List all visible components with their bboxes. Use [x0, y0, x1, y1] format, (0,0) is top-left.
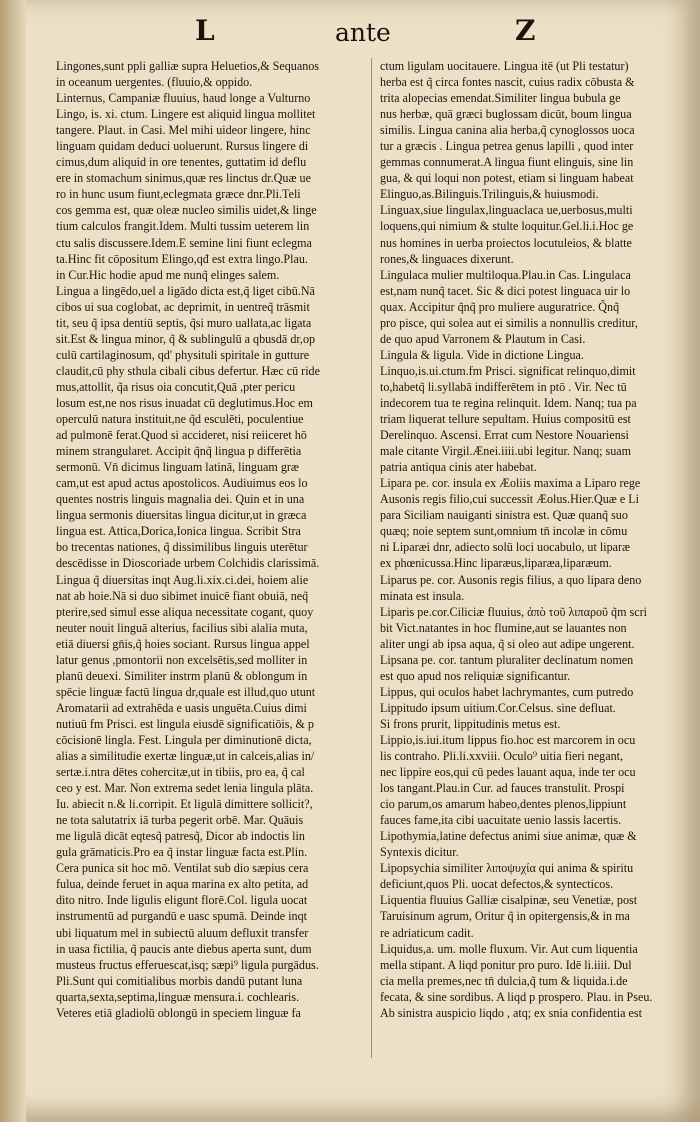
text-line: herba est q̃ circa fontes nascit, cuius radix cōbusta & [380, 75, 635, 90]
text-line: gula grāmaticis.Pro ea q̃ instar linguæ facta est.Plin. [56, 845, 308, 860]
text-line: Derelinquo. Ascensi. Errat cum Nestore Nouariensi [380, 428, 629, 443]
text-line: male citante Virgil.Ænei.iiii.ubi legitur. Nanq; suam [380, 444, 632, 459]
text-line: fauces fame,ita cibi uacuitate uenio lassis lacertis. [380, 813, 622, 828]
text-line: ubi liquatum mel in subiectū aluum defluxit transfer [56, 925, 309, 940]
text-line: Lingo, is. xi. ctum. Lingere est aliquid lingua mollitet [56, 107, 316, 122]
text-line: Taruisinum agrum, Oritur q̃ in opitergensis,& in ma [380, 909, 630, 924]
text-line: quentes nostris linguis magnalia dei. Quin et in una [56, 492, 305, 507]
text-line: Lipopsychia similiter λιποψυχία qui anima & spiritu [380, 861, 634, 876]
text-line: to,habetq̃ li.syllabā indifferētem in ptō . Vir. Nec tū [380, 379, 627, 394]
text-line: triam liquerat tellure sepultam. Huius compositū est [380, 412, 631, 427]
text-line: aliter ungi ab ipsa aqua, q̃ si oleo aut adipe ungerent. [380, 636, 635, 651]
text-line: losum est,ne nos risus inuadat cū deglutimus.Hoc em [56, 395, 313, 410]
text-line: in Cur.Hic hodie apud me nunq̃ elinges salem. [56, 267, 280, 282]
text-line: patria antiqua cinis ater habebat. [380, 460, 537, 475]
left-header-letter: L [195, 14, 215, 47]
text-line: cia mella premes,nec tn̄ dulcia,q̃ tum & liquida.i.de [380, 973, 628, 988]
text-line: Iu. abiecit n.& li.corripit. Et ligulā dimittere sollicit?, [56, 797, 313, 812]
text-line: etiā diuersi gn̄is,q̃ hoies sociant. Rursus lingua appel [56, 636, 310, 651]
text-line: ta.Hinc fit cōpositum Elingo,qđ est extra lingo.Plau. [56, 251, 308, 266]
text-line: cimus,dum aliquid in ore tenentes, guttatim id deflu [56, 155, 307, 170]
text-line: Liparus pe. cor. Ausonis regis filius, a quo lipara deno [380, 572, 642, 587]
text-line: descēdisse in Dioscoriade urbem Colchidis clarissimā. [56, 556, 320, 571]
text-line: quarta,sexta,septima,linguæ mensura.i. cochlearis. [56, 989, 300, 1004]
text-line: Lippus, qui oculos habet lachrymantes, cum putredo [380, 684, 634, 699]
text-line: neuter nouit linguā alterius, facilius sibi alalia muta, [56, 620, 308, 635]
text-line: gua, & qui loqui non potest, etiam si linguam habeat [380, 171, 634, 186]
text-line: nat ab hoie.Nā si duo sibimet inuicē fiant obuiā, neq̃ [56, 588, 309, 603]
text-line: nec lippire eos,qui cū pedes lauant aqua, inde ter ocu [380, 765, 636, 780]
text-line: ere in stomachum sinimus,quæ res linctus dr.Quæ ue [56, 171, 311, 186]
text-line: minem strangularet. Accipit q̃nq̃ lingua p differētia [56, 444, 302, 459]
left-text-column [56, 58, 372, 1021]
text-line: minata est insula. [380, 588, 465, 603]
text-line: dito nitro. Inde ligulis eligunt florē.Col. ligula uocat [56, 893, 308, 908]
text-line: in uasa fictilia, q̃ paucis ante diebus aperta sunt, dum [56, 941, 312, 956]
text-line: Liquidus,a. um. molle fluxum. Vir. Aut cum liquentia [380, 941, 638, 956]
text-line: pterire,sed simul esse aliqua necessitate cogant, quoy [56, 604, 314, 619]
text-line: Lingones,sunt ppli galliæ supra Heluetios,& Sequanos [56, 59, 320, 73]
text-line: Ab sinistra auspicio liqdo , atq; ex snia confidentia est [380, 1005, 642, 1020]
text-line: linguam quidam deduci uoluerunt. Rursus lingere di [56, 139, 309, 154]
text-line: Syntexis dicitur. [380, 845, 459, 860]
text-line: Lippitudo ipsum uitium.Cor.Celsus. sine defluat. [380, 700, 616, 715]
text-line: tangere. Plaut. in Casi. Mel mihi uideor lingere, hinc [56, 123, 311, 138]
text-line: lis contraho. Pli.li.xxviii. Oculo⁹ uitia fieri negant, [380, 749, 624, 764]
text-line: Aromatarii ad extrahēda e uasis unguēta.Cuius dimi [56, 700, 307, 715]
text-line: musteus fructus efferuescat,isq; sæpi⁹ ligula purgādus. [56, 957, 319, 972]
text-line: alias a similitudie exertæ linguæ,ut in calceis,alias in/ [56, 749, 315, 764]
text-line: claudit,cū phy sthula cibali cibus defertur. Hæc cū ride [56, 363, 320, 378]
text-line: nus herbæ, quā græci buglossam dicūt, boum lingua [380, 107, 632, 122]
text-line: ctum ligulam uocitauere. Lingua itē (ut Pli testatur) [380, 59, 629, 73]
text-line: tur a græcis . Lingua petrea genus lapilli , quod inter [380, 139, 634, 154]
text-line: ne tota salutatrix iā turba pegerit orbē. Mar. Quāuis [56, 813, 304, 828]
text-line: sit.Est & lingua minor, q̃ & sublingulū a qbusdā dr,op [56, 331, 316, 346]
text-line: lingua sermonis diuersitas lingua dicitur,ut in græca [56, 508, 307, 523]
text-line: para Siciliam nauiganti sinistra est. Quæ quanq̃ suo [380, 508, 628, 523]
text-line: deficiunt,quos Pli. uocat defectos,& syntecticos. [380, 877, 614, 892]
text-line: Ausonis regis filio,cui successit Æolus.Hier.Quæ e Li [380, 492, 639, 507]
text-line: nutiuū fm Prisci. est lingula eiusdē significatiōis, & p [56, 716, 314, 731]
text-line: sermonū. Vn̄ dicimus linguam latinā, linguam græ [56, 460, 299, 475]
running-head: ante [335, 18, 391, 47]
text-line: instrumentū ad purgandū e uasc spumā. Deinde inqt [56, 909, 308, 924]
text-line: ctu salis discussere.Idem.E semine lini fiunt eclegma [56, 235, 312, 250]
text-line: cam,ut est apud actus apostolicos. Audiuimus eos lo [56, 476, 308, 491]
text-line: est quo apud nos reliquiæ significantur. [380, 668, 571, 683]
text-line: cio parum,os amarum habeo,dentes plenos,lippiunt [380, 797, 627, 812]
column-divider [371, 58, 372, 1058]
text-line: operculū natura instituit,ne q̃d esculēti, poculentiue [56, 412, 304, 427]
text-line: Elinguo,as.Bilinguis.Trilinguis,& huiusmodi. [380, 187, 599, 202]
text-line: gemmas connumerat.A lingua fiunt elinguis, sine lin [380, 155, 634, 170]
text-line: cibos ui sua coglobat, ac deprimit, in uentreq̃ trāsmit [56, 299, 310, 314]
text-line: quax. Accipitur q̃nq̃ pro muliere auguratrice. Q̃nq̃ [380, 299, 620, 314]
text-line: planū deuexi. Similiter instrm planū & oblongum in [56, 668, 308, 683]
text-line: Liparis pe.cor.Ciliciæ fluuius, ἀπὸ τοῦ λιπαροῦ q̃m scri [380, 604, 647, 619]
text-line: Cera punica sit hoc mō. Ventilat sub dio sæpius cera [56, 861, 309, 876]
text-line: bit Vict.natantes in hoc flumine,aut se lauantes non [380, 620, 627, 635]
text-line: quæq; noie septem sunt,omnium tn̄ incolæ in cōmu [380, 524, 628, 539]
text-line: fulua, deinde feruet in aqua marina ex alto petita, ad [56, 877, 309, 892]
text-line: tit, seu q̃ ipsa dentiū septis, q̃si muro uallata,ac ligata [56, 315, 312, 330]
text-line: Si frons prurit, lippitudinis metus est. [380, 716, 561, 731]
text-line: spēcie linguæ factū lingua dr,quale est illud,quo utunt [56, 684, 316, 699]
text-line: re adriaticum cadit. [380, 925, 474, 940]
text-line: Lipara pe. cor. insula ex Æoliis maxima a Liparo rege [380, 476, 641, 491]
text-line: fecata, & sine sordibus. A liqd p prospero. Plau. in Pseu. [380, 989, 653, 1004]
text-line: indecorem tua te regina relinquit. Idem. Nanq; tua pa [380, 395, 637, 410]
text-line: ceo y est. Mar. Non extrema sedet lenia lingula plāta. [56, 781, 314, 796]
text-line: cōcisionē lingla. Fest. Lingula per diminutionē dicta, [56, 732, 312, 747]
text-line: nus homines in uerba proiectos locutuleios, & blatte [380, 235, 632, 250]
text-line: ad pulmonē ferat.Quod si accideret, nisi reiiceret hō [56, 428, 307, 443]
text-line: me ligulā dicāt eqtesq̃ patresq̃, Dicor ab indoctis lin [56, 829, 305, 844]
text-line: rones,& linguaces dixerunt. [380, 251, 514, 266]
text-line: Lingula & ligula. Vide in dictione Lingua. [380, 347, 584, 362]
text-line: bo trecentas nationes, q̃ dissimilibus linguis uterētur [56, 540, 308, 555]
text-line: sertæ.i.ntra dētes cohercitæ,ut in tibiis, pro ea, q̃ cal [56, 765, 305, 780]
text-line: Lippio,is.iui.itum lippus fio.hoc est marcorem in ocu [380, 732, 636, 747]
text-line: Linguax,siue lingulax,linguaclaca ue,uerbosus,multi [380, 203, 633, 218]
text-line: tium calculos frangit.Idem. Multi tussim ueterem lin [56, 219, 310, 234]
text-line: pro pisce, qui solea aut ei similis a nonnullis creditur, [380, 315, 638, 330]
text-line: los tangant.Plau.in Cur. ad fauces transtulit. Prospi [380, 781, 625, 796]
page-header [60, 14, 670, 54]
text-line: culū cartilaginosum, qd' physituli spiritale in gutture [56, 347, 310, 362]
text-line: Lingua q̃ diuersitas inqt Aug.li.xix.ci.dei, hoiem alie [56, 572, 309, 587]
right-text-column [380, 58, 676, 1021]
text-line: Lipothymia,latine defectus animi siue animæ, quæ & [380, 829, 637, 844]
text-line: loquens,qui nimium & stulte loquitur.Gel.li.i.Hoc ge [380, 219, 634, 234]
text-line: ni Liparæi dnr, adiecto solū loci uocabulo, ut liparæ [380, 540, 631, 555]
text-line: in oceanum uergentes. (fluuio,& oppido. [56, 75, 253, 90]
text-line: Lingulaca mulier multiloqua.Plau.in Cas. Lingulaca [380, 267, 631, 282]
text-line: Lingua a lingēdo,uel a ligādo dicta est,q̃ liget cibū.Nā [56, 283, 315, 298]
text-line: de quo apud Varronem & Plautum in Casi. [380, 331, 586, 346]
text-line: latur genus ,pmontorii non excelsētis,sed molliter in [56, 652, 308, 667]
right-header-letter: Z [515, 14, 536, 47]
text-line: mus,attollit, q̃a risus oia concutit,Quā ,pter pericu [56, 379, 296, 394]
text-line: Lipsana pe. cor. tantum pluraliter declinatum nomen [380, 652, 634, 667]
text-line: similis. Lingua canina alia herba,q̃ cynoglossos uoca [380, 123, 635, 138]
text-line: trita alopecias emendat.Similiter lingua bubula ge [380, 91, 621, 106]
text-line: ro in hunc usum fiunt,eclegmata græce dnr.Pli.Teli [56, 187, 301, 202]
text-line: est,nam nunq̃ tacet. Sic & dici potest linguaca uir lo [380, 283, 631, 298]
text-line: Veteres etiā gladiolū oblongū in speciem linguæ fa [56, 1005, 301, 1020]
text-line: Liquentia fluuius Galliæ cisalpinæ, seu Venetiæ, post [380, 893, 638, 908]
text-line: Pli.Sunt qui comitialibus morbis dandū putant luna [56, 973, 303, 988]
text-line: ex phœnicussa.Hinc liparæus,liparæa,liparæum. [380, 556, 612, 571]
text-line: cos gemma est, quæ oleæ nucleo similis uidet,& linge [56, 203, 317, 218]
text-line: lingua est. Attica,Dorica,Ionica lingua. Scribit Stra [56, 524, 301, 539]
text-line: Linquo,is.ui.ctum.fm Prisci. significat relinquo,dimit [380, 363, 636, 378]
page-gutter [0, 0, 26, 1122]
text-line: Linternus, Campaniæ fluuius, haud longe a Vulturno [56, 91, 311, 106]
text-line: mella stipant. A liqd ponitur pro puro. Idē li.iiii. Dul [380, 957, 632, 972]
